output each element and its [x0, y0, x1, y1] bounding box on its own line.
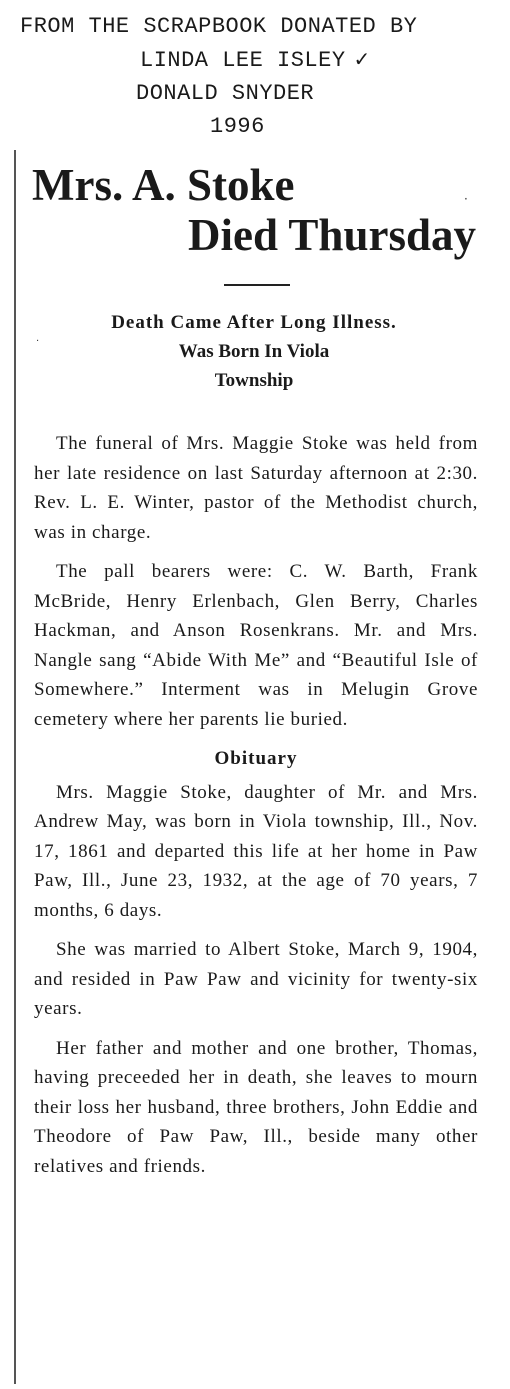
obituary-heading: Obituary: [214, 748, 298, 769]
paragraph-pallbearers: The pall bearers were: C. W. Barth, Frank McBride, Henry Erlenbach, Glen Berry, Charles Hackman, and Anson Rosenkrans. Mr. and Mrs. Nangle sang “Abide With Me” and “Beautiful Isle of Somewhere.” Interment was in Melugin Grove cemetery where her parents lie buried.: [34, 561, 478, 730]
paragraph-funeral: The funeral of Mrs. Maggie Stoke was held from her late residence on last Saturday afternoon at 2:30. Rev. L. E. Winter, pastor of the Methodist church, was in charge.: [34, 433, 478, 543]
subheadline: [16, 308, 498, 395]
headline: [16, 160, 498, 260]
divider-rule: [224, 284, 290, 286]
note-line-1: FROM THE SCRAPBOOK DONATED BY: [20, 14, 418, 39]
article-body: [16, 429, 498, 1181]
paragraph-survivors: Her father and mother and one brother, Thomas, having preceeded her in death, she leaves to mourn their loss her husband, three brothers, John Eddie and Theodore of Paw Paw, Ill., beside many other relatives and friends.: [34, 1037, 478, 1177]
donation-note: [0, 10, 510, 143]
subhead-line-3: Township: [214, 370, 294, 391]
headline-line-2: Died Thursday: [187, 210, 476, 260]
note-line-3: DONALD SNYDER: [136, 81, 315, 106]
print-speck: ·: [36, 336, 40, 347]
note-line-2: LINDA LEE ISLEY: [140, 48, 346, 73]
print-speck: ·: [464, 192, 468, 206]
paragraph-marriage: She was married to Albert Stoke, March 9, 1904, and resided in Paw Paw and vicinity for twenty-six years.: [34, 939, 478, 1019]
newspaper-clipping: [14, 150, 498, 1384]
subhead-line-2: Was Born In Viola: [178, 341, 330, 362]
subhead-line-1: Death Came After Long Illness.: [111, 312, 397, 333]
headline-line-1: Mrs. A. Stoke: [32, 160, 295, 210]
paragraph-birth: Mrs. Maggie Stoke, daughter of Mr. and Mrs. Andrew May, was born in Viola township, Ill., Nov. 17, 1861 and departed this life at her home in Paw Paw, Ill., June 23, 1932, at the age of 70 years, 7 months, 6 days.: [34, 781, 478, 921]
handwritten-check-mark: ✓: [353, 47, 371, 71]
note-year: 1996: [210, 114, 265, 139]
